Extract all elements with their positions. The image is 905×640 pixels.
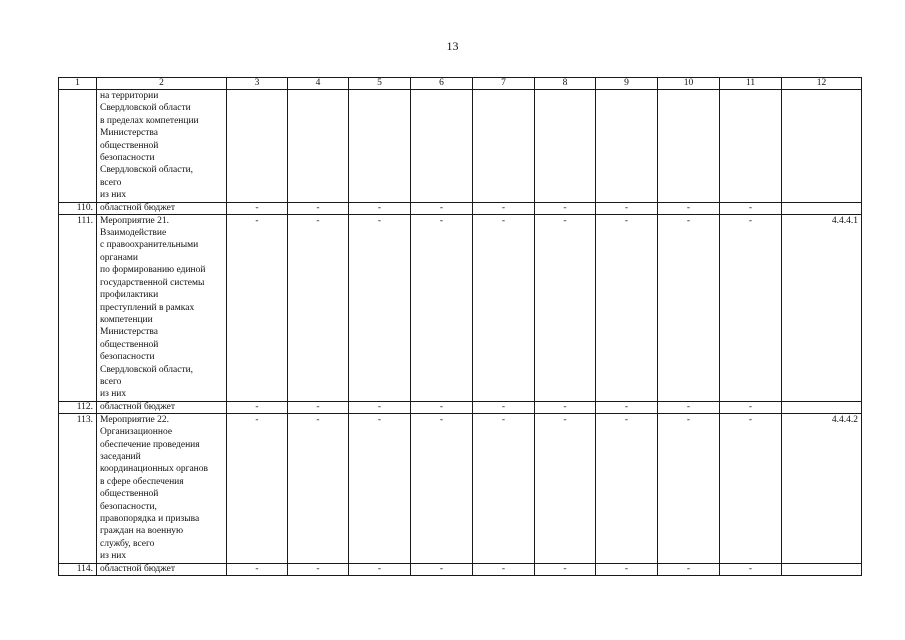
value-cell: - [535, 401, 596, 413]
value-cell: - [720, 413, 782, 563]
value-cell: - [227, 202, 288, 214]
row-name-cell [97, 90, 227, 203]
value-cell: - [411, 202, 473, 214]
target-code-cell [782, 90, 862, 203]
row-name-cell [97, 401, 227, 413]
column-header: 10 [658, 78, 720, 90]
row-number: 111. [59, 214, 97, 401]
table-row [59, 401, 862, 413]
value-cell: - [288, 202, 349, 214]
value-cell [720, 90, 782, 203]
value-cell [227, 90, 288, 203]
row-name-cell [97, 563, 227, 575]
row-name-cell [97, 214, 227, 401]
value-cell [411, 90, 473, 203]
target-code-cell [782, 202, 862, 214]
value-cell [535, 90, 596, 203]
value-cell: - [288, 401, 349, 413]
value-cell: - [411, 214, 473, 401]
value-cell: - [535, 202, 596, 214]
row-number [59, 90, 97, 203]
page-number: 13 [446, 39, 459, 53]
value-cell: - [658, 563, 720, 575]
value-cell [596, 90, 658, 203]
value-cell: - [473, 214, 535, 401]
row-number: 114. [59, 563, 97, 575]
column-header: 4 [288, 78, 349, 90]
value-cell: - [720, 202, 782, 214]
value-cell: - [349, 563, 411, 575]
column-header: 8 [535, 78, 596, 90]
column-header: 9 [596, 78, 658, 90]
column-number-header-row [59, 78, 862, 90]
row-name: на территории Свердловской области в пределах компетенции Министерства общественной безопасности Свердловской области, всего из них [100, 91, 199, 201]
value-cell: - [596, 202, 658, 214]
column-header: 12 [782, 78, 862, 90]
value-cell: - [349, 214, 411, 401]
table-row [59, 90, 862, 203]
value-cell: - [227, 214, 288, 401]
value-cell: - [227, 401, 288, 413]
row-number: 113. [59, 413, 97, 563]
value-cell [288, 90, 349, 203]
column-header: 3 [227, 78, 288, 90]
table-row [59, 202, 862, 214]
value-cell: - [349, 401, 411, 413]
value-cell: - [288, 214, 349, 401]
value-cell: - [473, 563, 535, 575]
value-cell: - [411, 563, 473, 575]
column-header: 7 [473, 78, 535, 90]
value-cell: - [473, 413, 535, 563]
value-cell: - [535, 413, 596, 563]
value-cell: - [288, 413, 349, 563]
row-name-cell [97, 413, 227, 563]
column-header: 2 [97, 78, 227, 90]
value-cell [349, 90, 411, 203]
column-header: 1 [59, 78, 97, 90]
value-cell: - [658, 413, 720, 563]
value-cell: - [596, 413, 658, 563]
column-header: 11 [720, 78, 782, 90]
value-cell: - [596, 563, 658, 575]
row-name: областной бюджет [100, 401, 176, 412]
table-row [59, 214, 862, 401]
value-cell: - [349, 202, 411, 214]
row-name: областной бюджет [100, 563, 176, 574]
target-code-cell: 4.4.4.1 [782, 214, 862, 401]
value-cell: - [411, 401, 473, 413]
value-cell: - [473, 401, 535, 413]
value-cell: - [411, 413, 473, 563]
target-code-cell [782, 401, 862, 413]
row-name: Мероприятие 22. Организационное обеспечение проведения заседаний координационных органов в сфере обеспечения общественной безопасности, правопорядка и призыва граждан на военную службу, всего из них [100, 414, 209, 562]
value-cell: - [473, 202, 535, 214]
column-header: 5 [349, 78, 411, 90]
value-cell: - [720, 563, 782, 575]
value-cell: - [596, 214, 658, 401]
row-number: 112. [59, 401, 97, 413]
row-number: 110. [59, 202, 97, 214]
value-cell: - [720, 214, 782, 401]
row-name: областной бюджет [100, 202, 176, 213]
value-cell: - [349, 413, 411, 563]
value-cell: - [535, 214, 596, 401]
table-row [59, 563, 862, 575]
row-name-cell [97, 202, 227, 214]
target-code-cell [782, 563, 862, 575]
document-table [58, 77, 862, 576]
row-name: Мероприятие 21. Взаимодействие с правоохранительными органами по формированию единой государственной системы профилактики преступлений в рамках компетенции Министерства общественной безопасности Свердловской области, всего из них [100, 215, 206, 400]
value-cell: - [227, 413, 288, 563]
table-row [59, 413, 862, 563]
value-cell [473, 90, 535, 203]
value-cell: - [596, 401, 658, 413]
value-cell: - [535, 563, 596, 575]
value-cell [658, 90, 720, 203]
value-cell: - [288, 563, 349, 575]
value-cell: - [720, 401, 782, 413]
value-cell: - [658, 401, 720, 413]
value-cell: - [658, 202, 720, 214]
value-cell: - [658, 214, 720, 401]
target-code-cell: 4.4.4.2 [782, 413, 862, 563]
column-header: 6 [411, 78, 473, 90]
value-cell: - [227, 563, 288, 575]
